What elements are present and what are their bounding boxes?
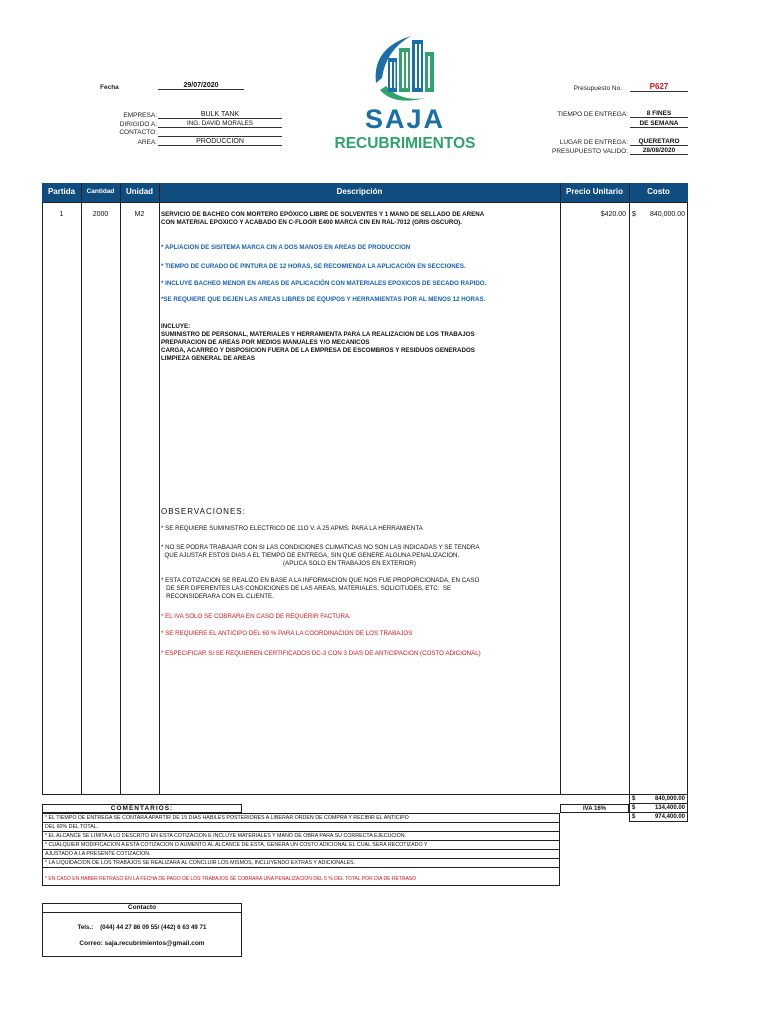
description-line: SERVICIO DE BACHEO CON MORTERO EPÓXICO LIBRE DE SOLVENTES Y 1 MANO DE SELLADO DE ARENA (161, 211, 485, 218)
obs-iva: * EL IVA SOLO SE COBRARA EN CASO DE REQUERIR FACTURA. (161, 613, 351, 620)
col-divider (120, 183, 121, 795)
row-cantidad: 2000 (92, 211, 109, 218)
incluye-line: PREPARACION DE AREAS POR MEDIOS MANUALES Y/O MECANICOS (161, 339, 370, 346)
obs-line: * ESTA COTIZACION SE REALIZO EN BASE A LA INFORMACION QUE NOS FUE PROPORCIONADA, EN CASO (161, 577, 480, 584)
obs-line: QUE AJUSTAR ESTOS DIAS A EL TIEMPO DE ENTREGA, SIN QUE GENERE ALGUNA PENALIZACION. (161, 552, 460, 559)
comment-line: * CUALQUIER MODIFICACION A ESTA COTIZACION O AUMENTO AL ALCANCE DE ESTA, GENERA UN COSTO ADICIONAL EL CUAL SERA RECOTIZADO Y (42, 841, 560, 850)
empresa-label: EMPRESA: (123, 112, 157, 119)
total-sign: $ (632, 814, 636, 820)
items-table (42, 183, 688, 795)
presupuesto-label: Presupuesto No. (573, 85, 622, 92)
row-costo: 840,000.00 (649, 211, 685, 218)
contacto-value (158, 128, 282, 137)
presupuesto-value: P627 (630, 82, 688, 92)
obs-anticipo: * SE REQUIERE EL ANTICIPO DEL 60 % PARA LA COORDINACION DE LOS TRABAJOS (161, 630, 413, 637)
logo-subtitle: RECUBRIMIENTOS (334, 135, 476, 152)
col-costo: Costo (629, 183, 688, 202)
incluye-line: SUMINISTRO DE PERSONAL, MATERIALES Y HERRAMIENTA PARA LA REALIZACION DE LOS TRABAJOS (161, 331, 475, 338)
contact-tels: Tels.: (044) 44 27 86 09 55/ (442) 6 63 49 71 (77, 924, 207, 931)
subtotal-value: 840,000.00 (654, 796, 685, 802)
comments-title: COMENTARIOS: (42, 804, 242, 813)
col-divider (629, 183, 630, 795)
comment-line: * EL ALCANCE SE LIMITA A LO DESCRITO EN ESTA COTIZACION E INCLUYE MATERIALES Y MANO DE OBRA PARA SU CORRECTA EJECUCION. (42, 832, 560, 841)
row-precio: $420.00 (600, 211, 626, 218)
obs-electrico: * SE REQUIERE SUMINISTRO ELECTRICO DE 11O V. A 25 APMS. PARA LA HERRAMIENTA (161, 525, 423, 532)
obs-line: DE SER DIFERENTES LAS CONDICIONES DE LAS AREAS, MATERIALES, SOLICITUDES, ETC: SE (161, 585, 452, 592)
contacto-label: CONTACTO: (119, 129, 157, 136)
company-logo (366, 28, 446, 108)
lugar-value: QUERETARO (630, 138, 688, 146)
incluye-line: LIMPIEZA GENERAL DE AREAS (161, 355, 255, 362)
total-value: 974,400.00 (654, 814, 685, 820)
valido-label: PRESUPUESTO VALIDO: (552, 148, 628, 155)
comment-penalty: * EN CASO EN HABER RETRASO EN LA FECHA DE PAGO DE LOS TRABAJOS SE COBRARA UNA PENALIZACION DEL 5 % DEL TOTAL POR DIA DE RETRASO (42, 868, 560, 886)
col-unidad: Unidad (120, 183, 159, 202)
valido-value: 28/08/2020 (630, 147, 688, 155)
tiempo-label: TIEMPO DE ENTREGA: (557, 111, 628, 118)
iva-label: IVA 16% (582, 806, 606, 812)
col-divider (159, 183, 160, 795)
comment-line: * EL TIEMPO DE ENTREGA SE CONTARA APARTIR DE 15 DIAS HABILES POSTERIORES A LIBERAR ORDEN DE COMPRA Y RECIBIR EL ANTICIPO (42, 814, 560, 823)
comment-line: AJUSTADO A LA PRESENTE COTIZACION. (42, 850, 560, 859)
incluye-line: INCLUYE: (161, 323, 191, 330)
row-costo-sign: $ (632, 211, 636, 218)
dirigido-label: DIRIGIDO A: (119, 121, 157, 128)
contact-email[interactable]: Correo: saja.recubrimientos@gmail.com (79, 940, 205, 947)
tiempo-value-2: DE SEMANA (630, 120, 688, 128)
subtotal-sign: $ (632, 796, 636, 802)
tiempo-value-1: 8 FINES (630, 110, 688, 118)
fecha-value: 29/07/2020 (158, 82, 244, 90)
iva-sign: $ (632, 805, 636, 811)
col-divider (560, 183, 561, 795)
lugar-label: LUGAR DE ENTREGA: (559, 139, 628, 146)
bullet-bacheo: * INCLUYE BACHEO MENOR EN AREAS DE APLICACIÓN CON MATERIALES EPOXICOS DE SECADO RAPIDO. (161, 280, 487, 287)
bullet-aplicacion: * APLIACION DE SISITEMA MARCA CIN A DOS MANOS EN AREAS DE PRODUCCION (161, 244, 411, 251)
empresa-value: BULK TANK (158, 111, 282, 119)
area-label: AREA: (137, 139, 157, 146)
bullet-curado: * TIEMPO DE CURADO DE PINTURA DE 12 HORAS, SE RECOMIENDA LA APLICACIÓN EN SECCIONES. (161, 263, 466, 270)
obs-line: (APLICA SOLO EN TRABAJOS EN EXTERIOR) (283, 560, 416, 567)
iva-value: 134,400.00 (654, 805, 685, 811)
contact-title: Contacto (42, 903, 242, 913)
header-divider (42, 202, 688, 203)
description-line: CON MATERIAL EPOXICO Y ACABADO EN C-FLOOR E400 MARCA CIN EN RAL-7012 (GRIS OSCURO). (161, 219, 462, 226)
row-partida: 1 (59, 211, 64, 218)
col-divider (81, 183, 82, 795)
obs-informacion (161, 577, 559, 601)
contact-box (42, 913, 242, 957)
comment-line: * LA LIQUIDACION DE LOS TRABAJOS SE REALIZARA AL CONCLUIR LOS MISMOS, INCLUYENDO EXTRAS Y ADICIONALES. (42, 859, 560, 868)
col-precio: Precio Unitario (560, 183, 629, 202)
obs-clima (161, 544, 559, 568)
col-partida: Partida (42, 183, 81, 202)
obs-line: * NO SE PODRA TRABAJAR CON SI LAS CONDICIONES CLIMATICAS NO SON LAS INDICADAS Y SE TENDRA (161, 544, 480, 551)
comment-line: DEL 60% DEL TOTAL. (42, 823, 560, 832)
obs-line: RECONSIDERARA CON EL CLIENTE. (161, 593, 274, 600)
area-value: PRODUCCION (158, 138, 282, 146)
dirigido-value: ING. DAVID MORALES (158, 120, 282, 128)
logo-title: SAJA (364, 104, 446, 134)
observaciones-title: OBSERVACIONES: (161, 507, 246, 516)
description-title (161, 211, 559, 227)
bullet-areas-libres: *SE REQUIERE QUE DEJEN LAS AREAS LIBRES DE EQUIPOS Y HERRAMIENTAS POR AL MENOS 12 HORAS. (161, 296, 486, 303)
col-cantidad: Cantidad (81, 183, 120, 202)
row-unidad: M2 (134, 211, 145, 218)
incluye-line: CARGA, ACARREO Y DISPOSICION FUERA DE LA EMPRESA DE ESCOMBROS Y RESIDUOS GENERADOS (161, 347, 475, 354)
fecha-label: Fecha (100, 84, 119, 91)
logo-buildings-icon (366, 28, 446, 108)
col-descripcion: Descripción (159, 183, 560, 202)
incluye-block (161, 323, 559, 363)
obs-certificados: * ESPECIFICAR SI SE REQUIEREN CERTIFICADOS DC-3 CON 3 DIAS DE ANTICIPACION (COSTO ADICIONAL) (161, 650, 481, 657)
